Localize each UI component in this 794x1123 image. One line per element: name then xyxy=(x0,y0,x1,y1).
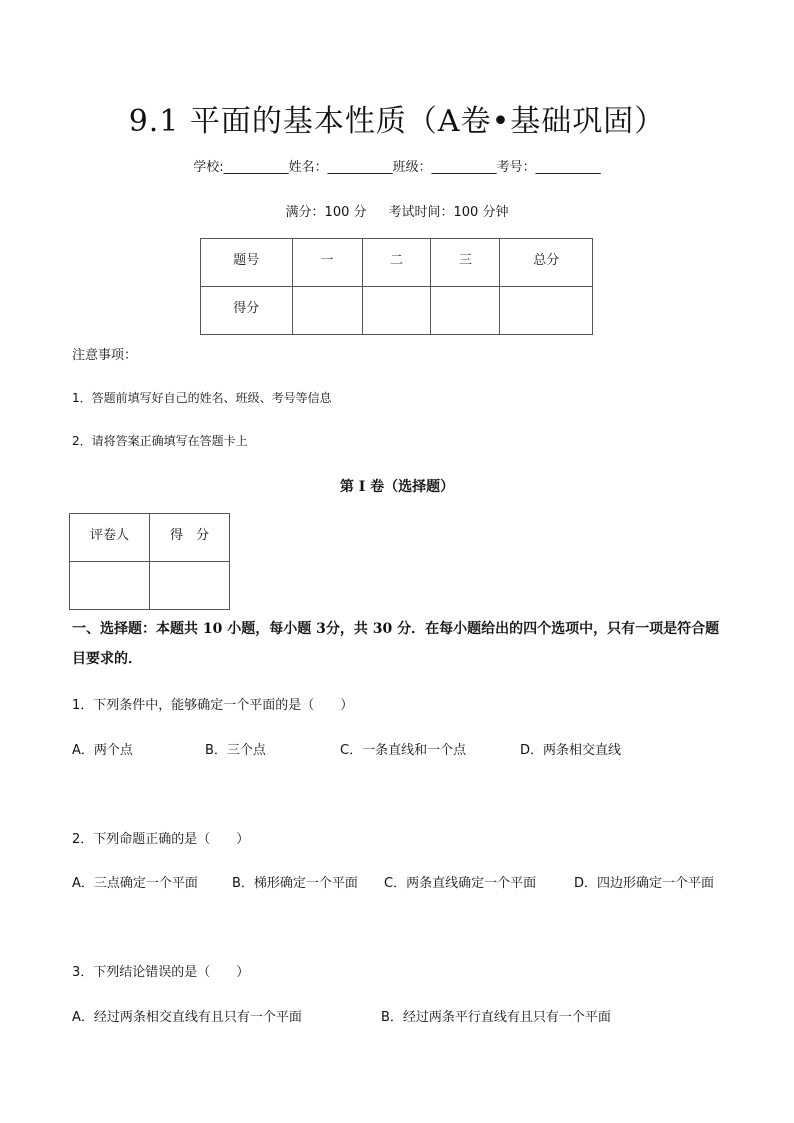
section-intro: 一、选择题：本题共 10 小题，每小题 3分，共 30 分．在每小题给出的四个选项中，只有一项是符合题目要求的． xyxy=(72,621,720,667)
question-stem: 1．下列条件中，能够确定一个平面的是（ ） xyxy=(72,698,354,713)
grader-score-label: 得 分 xyxy=(149,514,229,562)
question-option: A．经过两条相交直线有且只有一个平面 xyxy=(72,1010,302,1025)
question-option: C．两条直线确定一个平面 xyxy=(384,876,537,891)
score-table-header-cell: 二 xyxy=(362,239,431,287)
exam-meta xyxy=(0,201,794,220)
note-item: 1．答题前填写好自己的姓名、班级、考号等信息 xyxy=(72,391,332,405)
score-cell xyxy=(362,287,431,335)
page-title: 9.1 平面的基本性质（A卷•基础巩固） xyxy=(128,104,666,139)
part-heading: 第 I 卷（选择题） xyxy=(339,479,455,495)
score-table-header-cell: 题号 xyxy=(201,239,293,287)
score-table-score-row xyxy=(201,287,593,335)
grader-cell xyxy=(70,562,150,610)
score-table-header-cell: 总分 xyxy=(500,239,593,287)
student-info-line: 学校:__________姓名：__________班级：__________考号：__________ xyxy=(193,160,601,175)
question-option: B．梯形确定一个平面 xyxy=(232,876,358,891)
grader-label: 评卷人 xyxy=(70,514,150,562)
score-cell xyxy=(292,287,362,335)
note-item: 2．请将答案正确填写在答题卡上 xyxy=(72,434,248,448)
question-option: B．经过两条平行直线有且只有一个平面 xyxy=(381,1010,611,1025)
notes-title: 注意事项： xyxy=(72,348,138,363)
grader-table xyxy=(69,513,230,610)
score-table-header-row xyxy=(201,239,593,287)
exam-time: 考试时间：100 分钟 xyxy=(388,205,509,220)
question-stem: 3．下列结论错误的是（ ） xyxy=(72,965,250,980)
grader-cell xyxy=(149,562,229,610)
question-option: D．四边形确定一个平面 xyxy=(574,876,715,891)
score-table-header-cell: 一 xyxy=(292,239,362,287)
score-table xyxy=(200,238,593,335)
question-option: B．三个点 xyxy=(205,743,266,758)
question-option: D．两条相交直线 xyxy=(520,743,622,758)
score-cell xyxy=(431,287,500,335)
question-option: C．一条直线和一个点 xyxy=(340,743,467,758)
question-option: A．两个点 xyxy=(72,743,133,758)
score-table-header-cell: 三 xyxy=(431,239,500,287)
score-row-label: 得分 xyxy=(201,287,293,335)
full-score: 满分：100 分 xyxy=(285,205,367,220)
question-stem: 2．下列命题正确的是（ ） xyxy=(72,832,250,847)
score-cell xyxy=(500,287,593,335)
question-option: A．三点确定一个平面 xyxy=(72,876,198,891)
